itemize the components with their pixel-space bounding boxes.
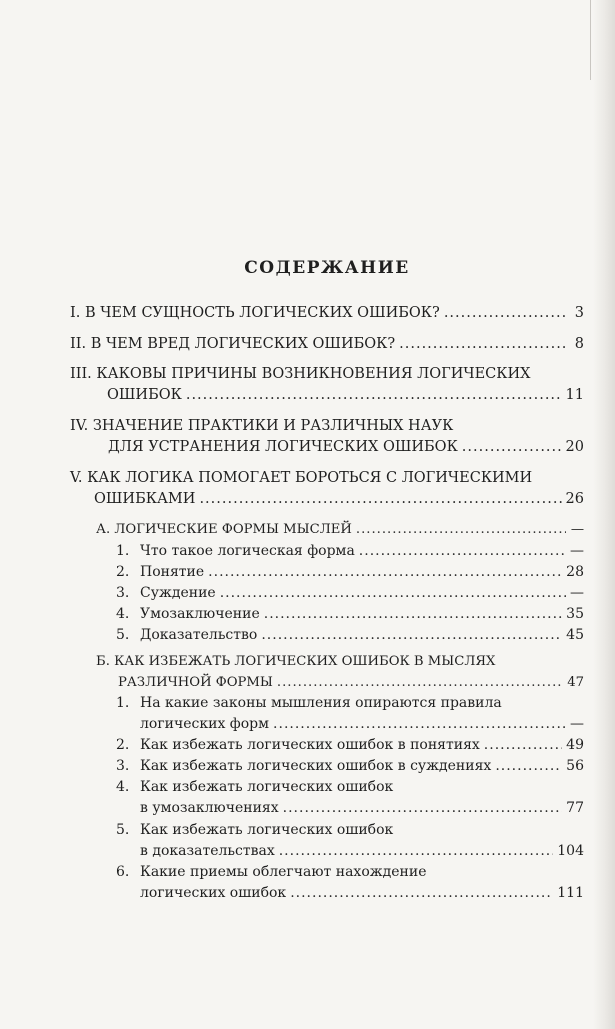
page-number: 8: [574, 336, 584, 352]
toc-section-5[interactable]: [70, 468, 584, 510]
page-number: 26: [565, 491, 584, 507]
section-title-cont: ОШИБКАМИ: [94, 491, 196, 507]
item-number: 1.: [116, 543, 130, 559]
toc-section-1[interactable]: [70, 303, 584, 324]
item-number: 3.: [116, 585, 130, 601]
section-title: ЗНАЧЕНИЕ ПРАКТИКИ И РАЗЛИЧНЫХ НАУК: [92, 418, 454, 434]
toc-item-b4[interactable]: [116, 777, 584, 819]
page-number: 47: [567, 675, 584, 690]
item-title: Понятие: [140, 564, 205, 580]
item-number: 5.: [116, 822, 130, 838]
leader-dots: [199, 489, 561, 510]
leader-dots: [277, 672, 563, 693]
page-number: 77: [566, 800, 584, 816]
page-number: 11: [565, 387, 584, 403]
toc-item-b2[interactable]: [116, 735, 584, 756]
section-number: IV.: [70, 418, 89, 434]
section-title: В ЧЕМ СУЩНОСТЬ ЛОГИЧЕСКИХ ОШИБОК?: [84, 305, 440, 321]
toc-item-a3[interactable]: [116, 583, 584, 604]
toc-item-a4[interactable]: [116, 604, 584, 625]
toc-item-a1[interactable]: [116, 541, 584, 562]
item-number: 4.: [116, 606, 130, 622]
page-edge-shadow: [593, 0, 615, 1029]
page-title: СОДЕРЖАНИЕ: [244, 258, 410, 278]
toc-item-b5[interactable]: [116, 820, 584, 862]
section-number: II.: [70, 336, 87, 352]
item-title: На какие законы мышления опираются правила: [140, 695, 502, 711]
page-edge-line: [590, 0, 591, 80]
item-title-cont: в умозаключениях: [140, 800, 279, 816]
item-title-cont: логических ошибок: [140, 885, 287, 901]
item-title: Доказательство: [140, 627, 258, 643]
page-number: 35: [566, 606, 584, 622]
item-title-cont: в доказательствах: [140, 843, 275, 859]
section-number: V.: [70, 470, 83, 486]
toc-item-b6[interactable]: [116, 862, 584, 904]
section-title: В ЧЕМ ВРЕД ЛОГИЧЕСКИХ ОШИБОК?: [90, 336, 396, 352]
item-title: Как избежать логических ошибок в понятиях: [140, 737, 480, 753]
item-title: Умозаключение: [140, 606, 260, 622]
toc-section-3[interactable]: [70, 364, 584, 406]
page-number: 3: [574, 305, 584, 321]
part-letter: А.: [96, 522, 111, 537]
toc-section-2[interactable]: [70, 334, 584, 355]
leader-dots: [290, 883, 553, 904]
page-number: 104: [557, 843, 584, 859]
section-title: КАКОВЫ ПРИЧИНЫ ВОЗНИКНОВЕНИЯ ЛОГИЧЕСКИХ: [96, 366, 531, 382]
toc-item-b1[interactable]: [116, 693, 584, 735]
section-number: I.: [70, 305, 81, 321]
page-number: 111: [557, 885, 584, 901]
item-number: 5.: [116, 627, 130, 643]
leader-dots: [220, 583, 566, 604]
leader-dots: [495, 756, 562, 777]
page-number: 56: [566, 758, 584, 774]
item-title: Суждение: [140, 585, 216, 601]
page-number: 45: [566, 627, 584, 643]
leader-dots: [484, 735, 562, 756]
page-number: 49: [566, 737, 584, 753]
item-number: 2.: [116, 737, 130, 753]
leader-dots: [359, 541, 566, 562]
toc-item-a5[interactable]: [116, 625, 584, 646]
toc-part-b[interactable]: [96, 651, 584, 693]
leader-dots: [444, 303, 566, 324]
item-number: 6.: [116, 864, 130, 880]
section-title-cont: ОШИБОК: [107, 387, 182, 403]
page-number: —: [570, 716, 584, 732]
leader-dots: [261, 625, 562, 646]
item-title: Что такое логическая форма: [140, 543, 355, 559]
leader-dots: [356, 519, 566, 540]
section-title-cont: ДЛЯ УСТРАНЕНИЯ ЛОГИЧЕСКИХ ОШИБОК: [108, 439, 458, 455]
section-title: КАК ЛОГИКА ПОМОГАЕТ БОРОТЬСЯ С ЛОГИЧЕСКИМИ: [87, 470, 533, 486]
leader-dots: [273, 714, 566, 735]
item-number: 3.: [116, 758, 130, 774]
part-title: ЛОГИЧЕСКИЕ ФОРМЫ МЫСЛЕЙ: [114, 522, 352, 537]
page-number: —: [570, 522, 584, 537]
part-letter: Б.: [96, 654, 110, 669]
toc-part-a[interactable]: [96, 519, 584, 540]
item-title: Как избежать логических ошибок: [140, 822, 394, 838]
part-title: КАК ИЗБЕЖАТЬ ЛОГИЧЕСКИХ ОШИБОК В МЫСЛЯХ: [114, 654, 496, 669]
item-title: Как избежать логических ошибок: [140, 779, 394, 795]
item-title-cont: логических форм: [140, 716, 270, 732]
item-title: Как избежать логических ошибок в суждениях: [140, 758, 492, 774]
toc-item-b3[interactable]: [116, 756, 584, 777]
item-title: Какие приемы облегчают нахождение: [140, 864, 427, 880]
page-number: —: [570, 543, 584, 559]
page-number: —: [570, 585, 584, 601]
leader-dots: [399, 334, 566, 355]
section-number: III.: [70, 366, 92, 382]
part-title-cont: РАЗЛИЧНОЙ ФОРМЫ: [118, 675, 273, 690]
item-number: 4.: [116, 779, 130, 795]
leader-dots: [186, 385, 562, 406]
page-number: 28: [566, 564, 584, 580]
toc-section-4[interactable]: [70, 416, 584, 458]
leader-dots: [264, 604, 562, 625]
leader-dots: [283, 798, 563, 819]
item-number: 1.: [116, 695, 130, 711]
item-number: 2.: [116, 564, 130, 580]
leader-dots: [208, 562, 562, 583]
page-number: 20: [565, 439, 584, 455]
leader-dots: [279, 841, 554, 862]
leader-dots: [462, 437, 562, 458]
toc-item-a2[interactable]: [116, 562, 584, 583]
